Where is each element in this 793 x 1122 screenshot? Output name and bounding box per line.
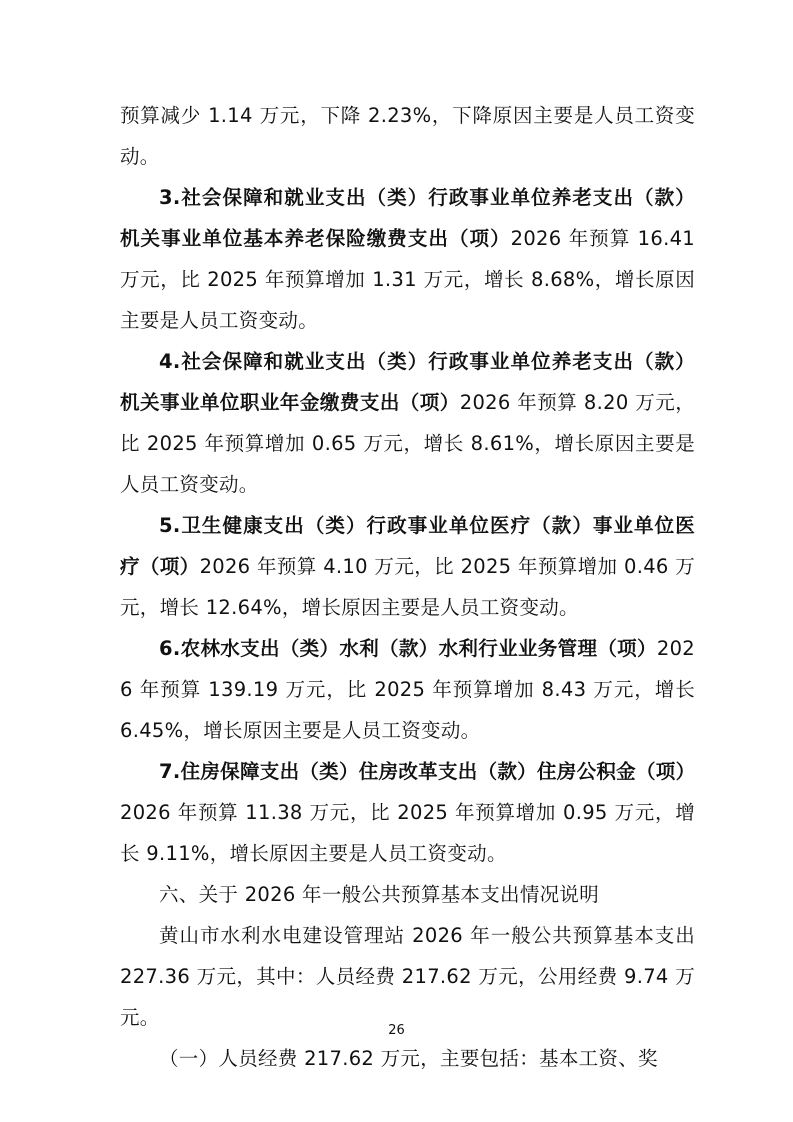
paragraph-basic-expenditure	[120, 915, 695, 1038]
item-body: 2026 年预算 8.20 万元，比 2025 年预算增加 0.65 万元，增长 8.61%，增长原因主要是人员工资变动。	[120, 391, 695, 496]
item-heading: 6.农林水支出（类）水利（款）水利行业业务管理（项）	[159, 637, 657, 660]
paragraph-item-7	[120, 751, 695, 874]
paragraph-item-3	[120, 177, 695, 341]
paragraph-text: 黄山市水利水电建设管理站 2026 年一般公共预算基本支出 227.36 万元，其中：人员经费 217.62 万元，公用经费 9.74 万元。	[120, 924, 695, 1029]
paragraph-item-4	[120, 341, 695, 505]
paragraph-text: （一）人员经费 217.62 万元，主要包括：基本工资、奖	[159, 1047, 658, 1070]
paragraph-text: 预算减少 1.14 万元，下降 2.23%，下降原因主要是人员工资变动。	[120, 104, 695, 168]
page-number: 26	[388, 1023, 405, 1038]
item-heading: 7.住房保障支出（类）住房改革支出（款）住房公积金（项）	[159, 760, 696, 783]
paragraph-item-5	[120, 505, 695, 628]
item-heading: 4.社会保障和就业支出（类）行政事业单位养老支出（款）机关事业单位职业年金缴费支出（项）	[120, 350, 695, 414]
item-body: 2026 年预算 4.10 万元，比 2025 年预算增加 0.46 万元，增长 12.64%，增长原因主要是人员工资变动。	[120, 555, 696, 619]
section-heading: 六、关于 2026 年一般公共预算基本支出情况说明	[159, 883, 600, 906]
paragraph-continuation	[120, 95, 695, 177]
item-body: 2026 年预算 16.41 万元，比 2025 年预算增加 1.31 万元，增长 8.68%，增长原因主要是人员工资变动。	[120, 227, 695, 332]
paragraph-personnel-expenditure	[120, 1038, 695, 1079]
item-body: 2026 年预算 11.38 万元，比 2025 年预算增加 0.95 万元，增长 9.11%，增长原因主要是人员工资变动。	[120, 801, 695, 865]
item-heading: 3.社会保障和就业支出（类）行政事业单位养老支出（款）机关事业单位基本养老保险缴费支出（项）	[120, 186, 695, 250]
item-body: 2026 年预算 139.19 万元，比 2025 年预算增加 8.43 万元，增长 6.45%，增长原因主要是人员工资变动。	[120, 637, 695, 742]
paragraph-item-6	[120, 628, 695, 751]
document-body	[120, 95, 695, 1079]
item-heading: 5.卫生健康支出（类）行政事业单位医疗（款）事业单位医疗（项）	[120, 514, 695, 578]
